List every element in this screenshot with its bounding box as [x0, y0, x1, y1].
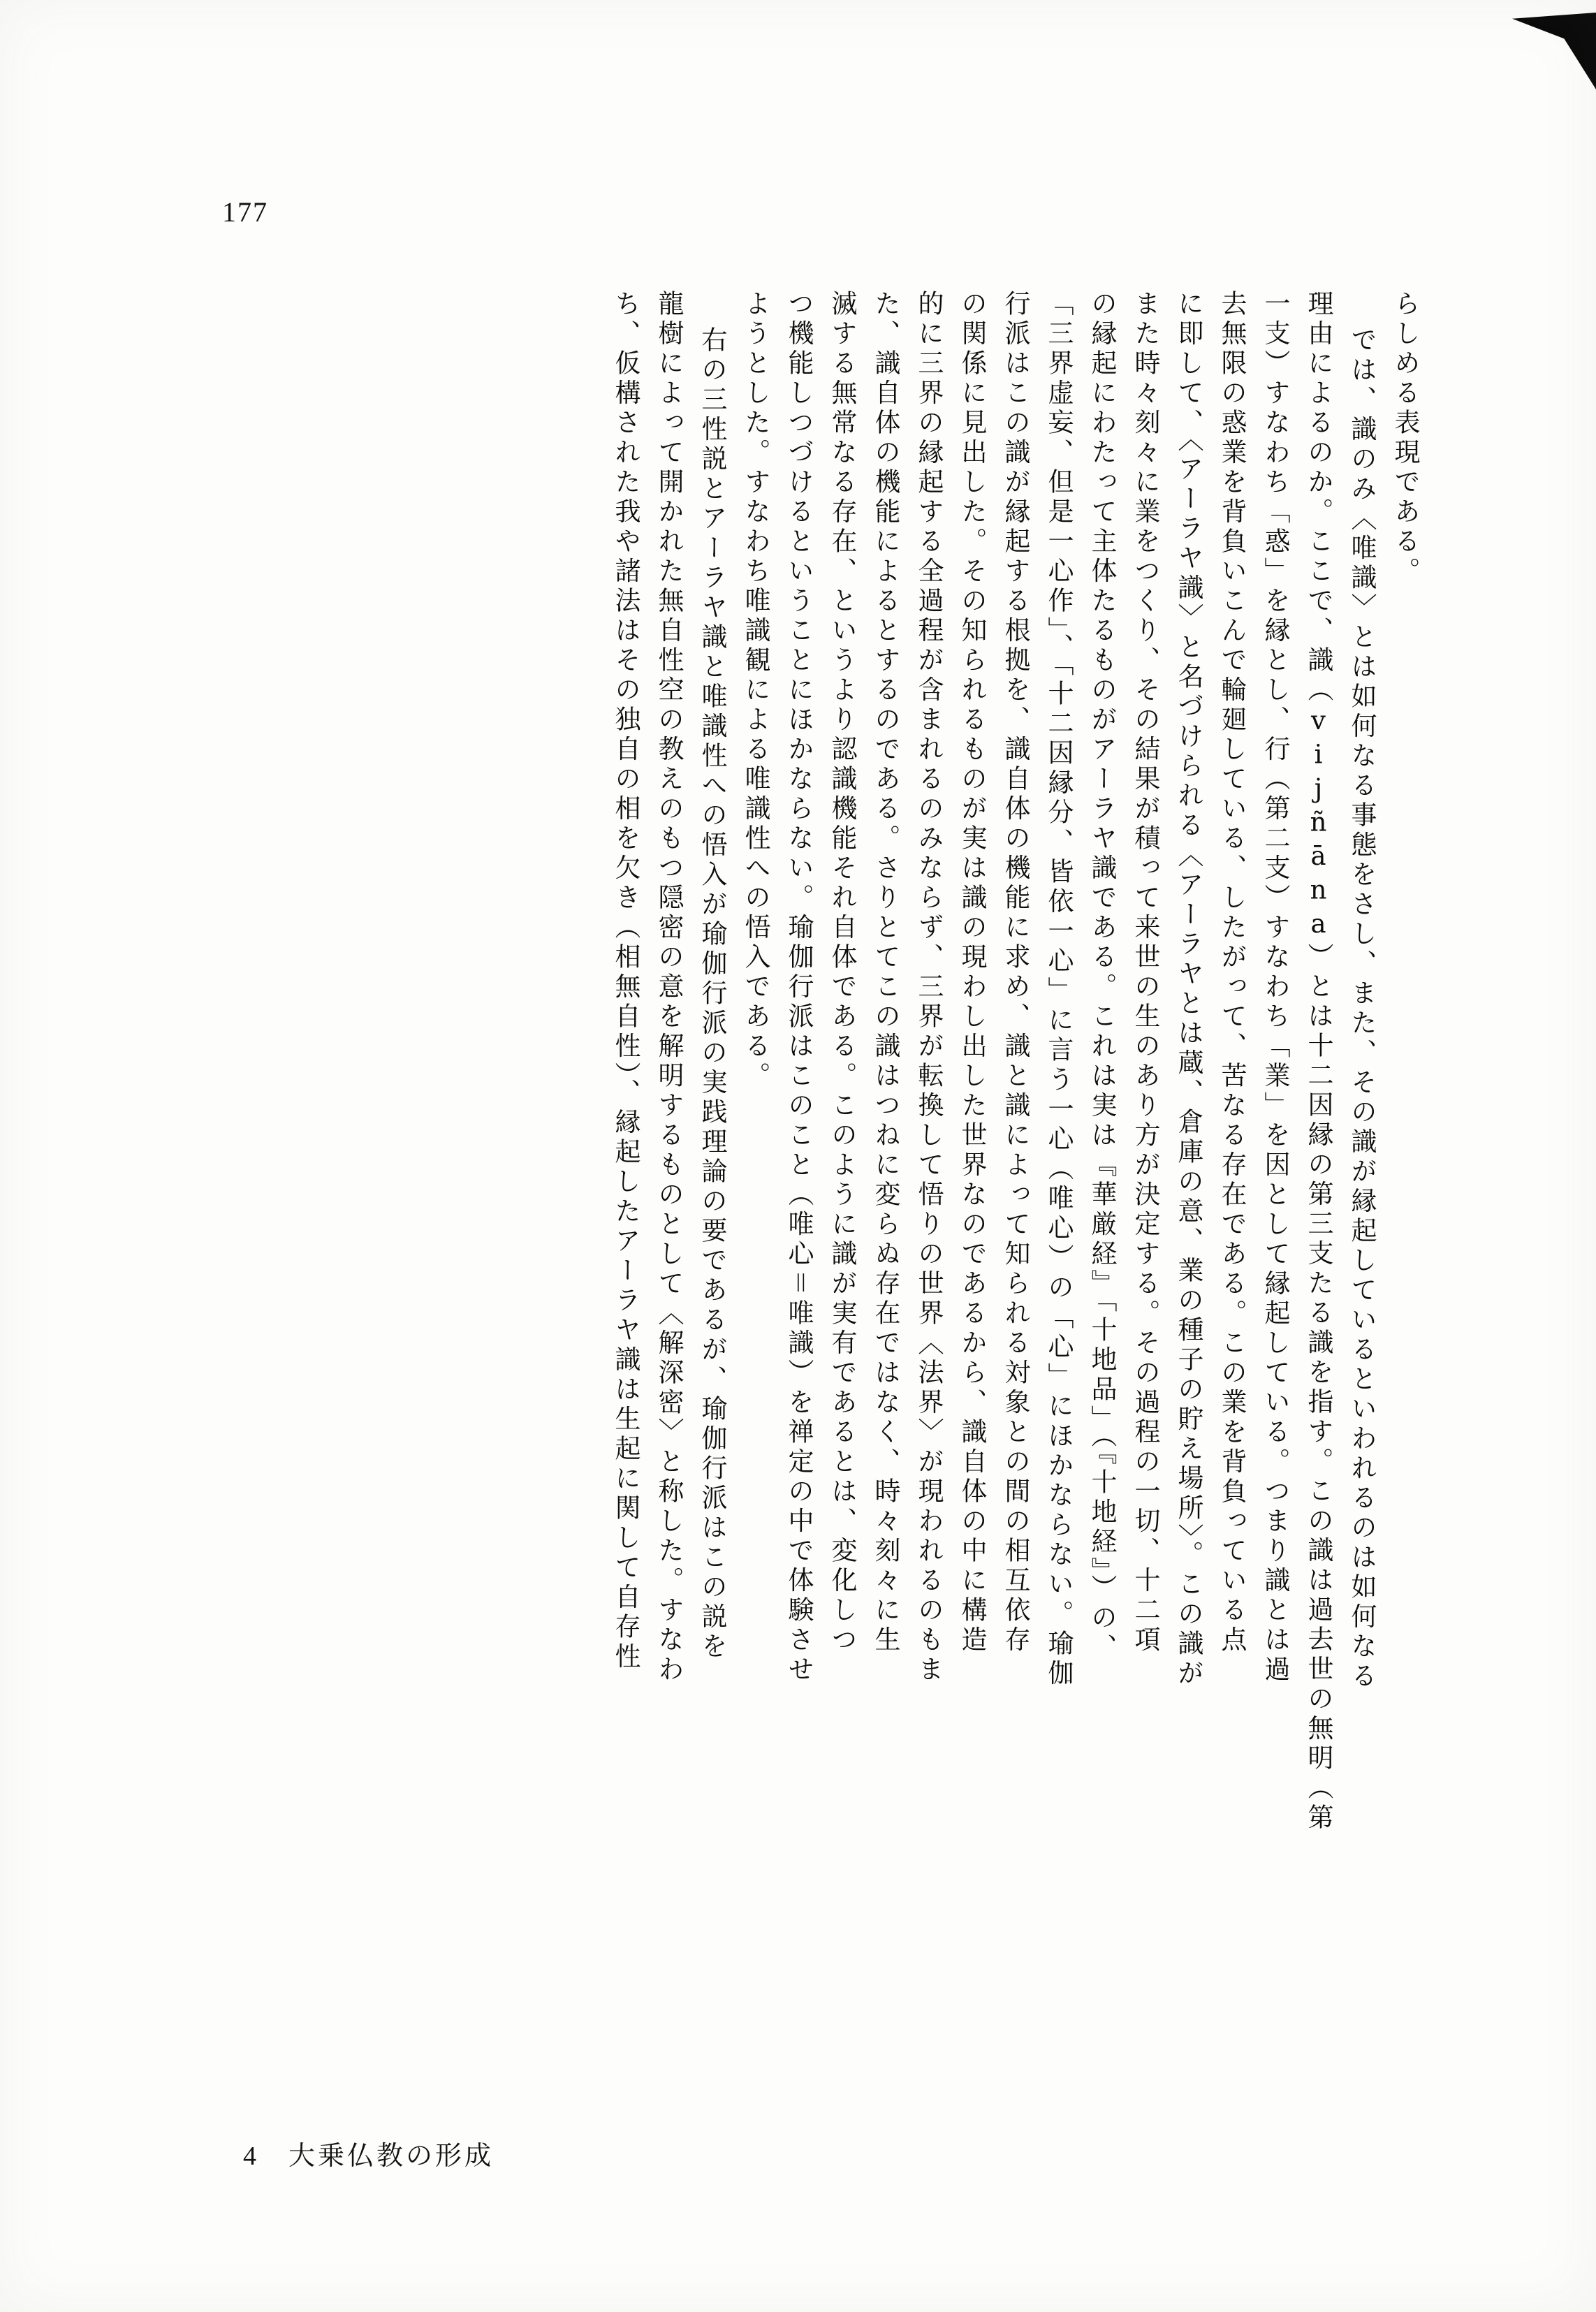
text-column: 理由によるのか。ここで、識（vijñāna）とは十二因縁の第三支たる識を指す。この識は過去世の無明（第 — [1303, 290, 1333, 1834]
text-column: に即して、〈アーラヤ識〉と名づけられる〈アーラヤとは蔵、倉庫の意、業の種子の貯え場所〉。この識が — [1173, 290, 1203, 1689]
text-column: 右の三性説とアーラヤ識と唯識性への悟入が瑜伽行派の実践理論の要であるが、瑜伽行派はこの説を — [697, 326, 727, 1662]
text-column: 龍樹によって開かれた無自性空の教えのもつ隠密の意を解明するものとして〈解深密〉と称した。すなわ — [654, 290, 684, 1685]
text-column: た、識自体の機能によるとするのである。さりとてこの識はつねに変らぬ存在ではなく、時々刻々に生 — [870, 290, 900, 1655]
running-head: 4 大乗仏教の形成 — [243, 2142, 495, 2171]
text-column: の縁起にわたって主体たるものがアーラヤ識である。これは実は『華厳経』「十地品」（『十地経』）の、 — [1087, 290, 1117, 1663]
text-column: では、識のみ〈唯識〉とは如何なる事態をさし、また、その識が縁起しているといわれるのは如何なる — [1347, 326, 1377, 1692]
text-column: 的に三界の縁起する全過程が含まれるのみならず、三界が転換して悟りの世界〈法界〉が現われるのもま — [914, 290, 944, 1685]
text-column: ようとした。すなわち唯識観による唯識性への悟入である。 — [740, 290, 770, 1092]
text-column: 去無限の惑業を背負いこんで輪廻している、したがって、苦なる存在である。この業を背負っている点 — [1217, 290, 1247, 1655]
text-column: つ機能しつづけるということにほかならない。瑜伽行派はこのこと（唯心＝唯識）を禅定の中で体験させ — [784, 290, 814, 1685]
page-number: 177 — [222, 196, 268, 228]
text-column: また時々刻々に業をつくり、その結果が積って来世の生のあり方が決定する。その過程の一切、十二項 — [1130, 290, 1160, 1655]
text-column: の関係に見出した。その知られるものが実は識の現わし出した世界なのであるから、識自体の中に構造 — [957, 290, 987, 1655]
scanner-corner-wedge-icon — [1512, 13, 1596, 89]
text-column: 「三界虚妄、但是一心作」、「十二因縁分、皆依一心」に言う一心（唯心）の「心」にほかならない。瑜伽 — [1044, 290, 1074, 1689]
text-column: ち、仮構された我や諸法はその独自の相を欠き（相無自性）、縁起したアーラヤ識は生起に関して自存性 — [610, 290, 640, 1672]
text-column: 滅する無常なる存在、というより認識機能それ自体である。このように識が実有であるとは、変化しつ — [827, 290, 857, 1655]
text-column: らしめる表現である。 — [1390, 290, 1420, 587]
text-column: 一支）すなわち「惑」を縁とし、行（第二支）すなわち「業」を因として縁起している。つまり識とは過 — [1260, 290, 1290, 1685]
vertical-text-body — [189, 290, 1418, 1994]
text-column: 行派はこの識が縁起する根拠を、識自体の機能に求め、識と識によって知られる対象との間の相互依存 — [1000, 290, 1030, 1655]
